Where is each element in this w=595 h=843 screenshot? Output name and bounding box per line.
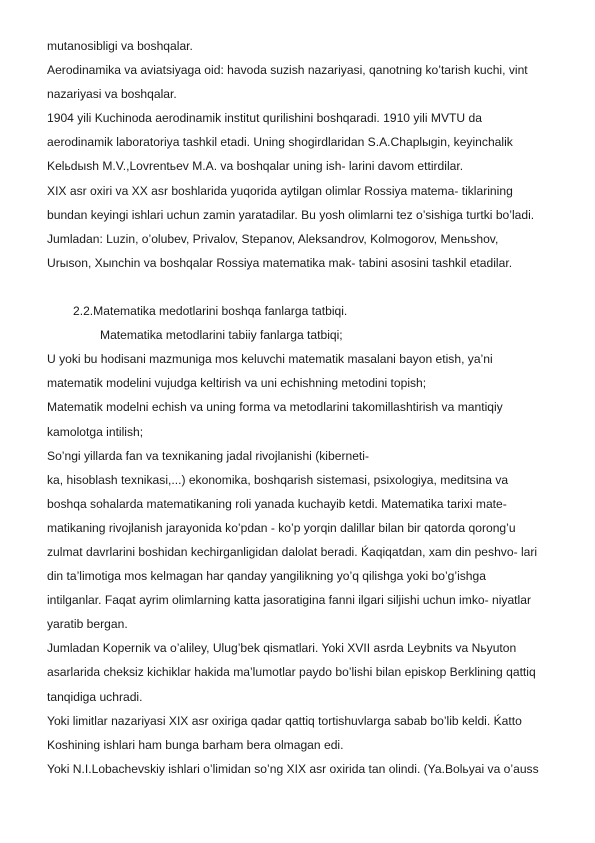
section-heading: 2.2.Matematika medotlarini boshqa fanlarga tatbiqi. — [73, 304, 348, 319]
text-line-14: kamolotga intilish; — [47, 424, 144, 439]
text-line-7: XIX asr oxiri va XX asr boshlarida yuqorida aytilgan olimlar Rossiya matema- tiklarining — [47, 183, 513, 198]
text-line-23: Jumladan Kopernik va o’aliley, Ulug’bek qismatlari. Yoki XVII asrda Leybnits va Nьyuton — [47, 641, 517, 656]
text-line-25: tanqidiga uchradi. — [47, 689, 143, 704]
text-line-5: aerodinamik laboratoriya tashkil etadi. Uning shogirdlaridan S.A.Chaplыgin, keyinchalik — [47, 135, 513, 150]
text-line-10: Urыson, Xыnchin va boshqalar Rossiya matematika mak- tabini asosini tashkil etadilar. — [47, 255, 513, 270]
text-line-27: Koshining ishlari ham bunga barham bera olmagan edi. — [47, 737, 344, 752]
text-line-13: Matematik modelni echish va uning forma va metodlarini takomillashtirish va mantiqiy — [47, 400, 503, 415]
text-line-16: ka, hisoblash texnikasi,...) ekonomika, boshqarish sistemasi, psixologiya, meditsina va — [47, 472, 509, 487]
text-line-22: yaratib bergan. — [47, 617, 128, 632]
text-line-19: zulmat davrlarini boshidan kechirganligidan dalolat beradi. Ḱaqiqatdan, xam din peshvo- lari — [47, 544, 538, 559]
text-line-17: boshqa sohalarda matematikaning roli yanada kuchayib ketdi. Matematika tarixi mate- — [47, 496, 507, 511]
subsection-heading: Matematika metodlarini tabiiy fanlarga tatbiqi; — [100, 328, 343, 343]
document-body — [47, 34, 577, 781]
text-line-6: Kelьdыsh M.V.,Lovrentьev M.A. va boshqalar uning ish- larini davom ettirdilar. — [47, 159, 464, 174]
text-line-2: Aerodinamika va aviatsiyaga oid: havoda suzish nazariyasi, qanotning ko’tarish kuchi, vint — [47, 63, 528, 78]
text-line-11: U yoki bu hodisani mazmuniga mos keluvchi matematik masalani bayon etish, ya’ni — [47, 352, 493, 367]
text-line-28: Yoki N.I.Lobachevskiy ishlari o’limidan so’ng XIX asr oxirida tan olindi. (Ya.Bolьyai va o’auss — [47, 761, 539, 776]
text-line-12: matematik modelini vujudga keltirish va uni echishning metodini topish; — [47, 376, 427, 391]
text-line-4: 1904 yili Kuchinoda aerodinamik institut qurilishini boshqaradi. 1910 yili MVTU da — [47, 111, 482, 126]
text-line-18: matikaning rivojlanish jarayonida ko’pdan - ko’p yorqin dalillar bilan bir qatorda qorong’u — [47, 520, 516, 535]
text-line-1: mutanosibligi va boshqalar. — [47, 39, 193, 53]
text-line-15: So’ngi yillarda fan va texnikaning jadal rivojlanishi (kiberneti- — [47, 448, 369, 463]
text-line-8: bundan keyingi ishlari uchun zamin yaratadilar. Bu yosh olimlarni tez o’sishiga turtki bo’ladi. — [47, 207, 535, 222]
blank-line — [47, 275, 577, 299]
text-line-21: intilganlar. Faqat ayrim olimlarning katta jasoratigina fanni ilgari siljishi uchun imko- niyatlar — [47, 593, 531, 608]
text-line-9: Jumladan: Luzin, o’olubev, Privalov, Stepanov, Aleksandrov, Kolmogorov, Menьshov, — [47, 231, 499, 246]
text-line-26: Yoki limitlar nazariyasi XIX asr oxiriga qadar qattiq tortishuvlarga sabab bo’lib keldi. Ḱatto — [47, 713, 522, 728]
text-line-20: din ta’limotiga mos kelmagan har qanday yangilikning yo’q qilishga yoki bo’g’ishga — [47, 569, 486, 584]
text-line-3: nazariyasi va boshqalar. — [47, 87, 177, 102]
text-line-24: asarlarida cheksiz kichiklar hakida ma’lumotlar paydo bo’lishi bilan episkop Berklining qattiq — [47, 665, 536, 680]
